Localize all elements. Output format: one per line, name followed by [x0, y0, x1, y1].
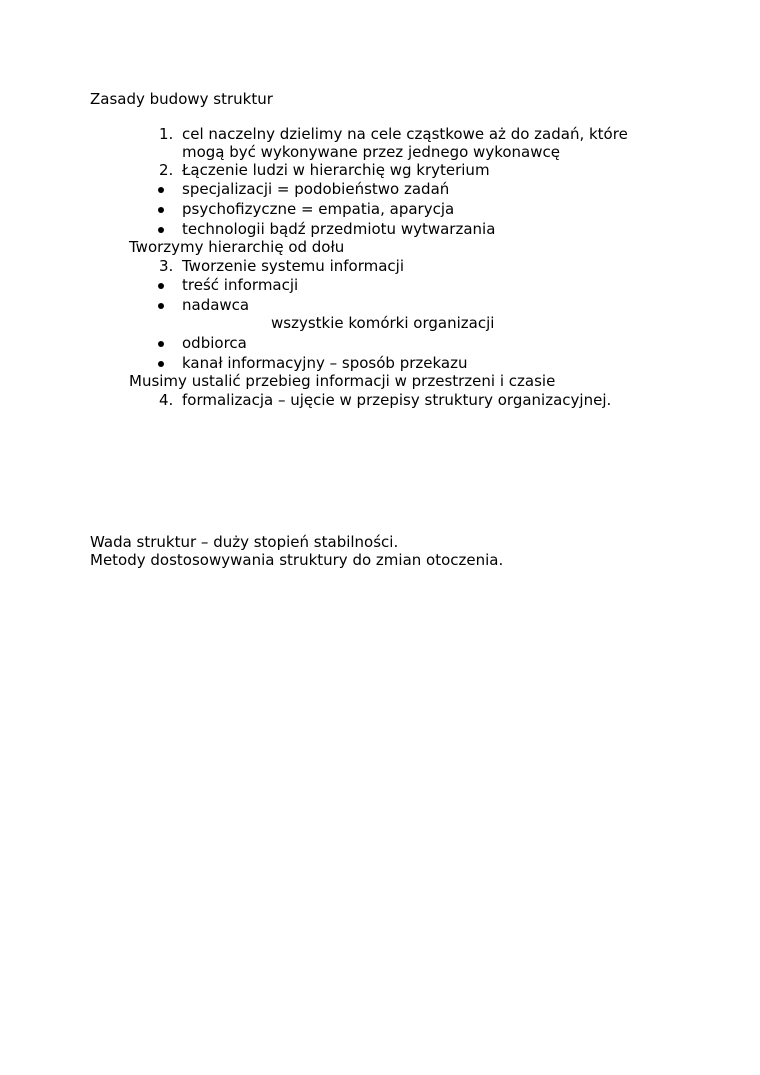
list-number-1: 1.	[159, 125, 174, 143]
bullet-icon	[158, 207, 164, 213]
bullet-item-kanal: kanał informacyjny – sposób przekazu	[182, 354, 468, 372]
note-hierarchy: Tworzymy hierarchię od dołu	[129, 238, 345, 256]
list-item-1-line-1: cel naczelny dzielimy na cele cząstkowe aż do zadań, które	[182, 125, 628, 143]
bullet-icon	[158, 283, 164, 289]
list-item-1-line-2: mogą być wykonywane przez jednego wykonawcę	[182, 143, 560, 161]
footer-line-1: Wada struktur – duży stopień stabilności.	[90, 533, 399, 551]
bullet-item-technologii: technologii bądź przedmiotu wytwarzania	[182, 220, 496, 238]
bullet-icon	[158, 341, 164, 347]
bullet-icon	[158, 187, 164, 193]
list-number-3: 3.	[159, 257, 174, 275]
note-all-units: wszystkie komórki organizacji	[271, 314, 495, 332]
bullet-item-odbiorca: odbiorca	[182, 334, 247, 352]
list-item-3: Tworzenie systemu informacji	[182, 257, 404, 275]
note-information-flow: Musimy ustalić przebieg informacji w przestrzeni i czasie	[129, 372, 556, 390]
document-heading: Zasady budowy struktur	[90, 90, 273, 108]
bullet-icon	[158, 361, 164, 367]
bullet-item-nadawca: nadawca	[182, 296, 250, 314]
list-number-4: 4.	[159, 391, 174, 409]
bullet-item-specjalizacji: specjalizacji = podobieństwo zadań	[182, 180, 450, 198]
list-item-2: Łączenie ludzi w hierarchię wg kryterium	[182, 161, 490, 179]
bullet-item-psychofizyczne: psychofizyczne = empatia, aparycja	[182, 200, 455, 218]
bullet-item-tresc: treść informacji	[182, 276, 299, 294]
list-number-2: 2.	[159, 161, 174, 179]
bullet-icon	[158, 227, 164, 233]
bullet-icon	[158, 303, 164, 309]
list-item-4: formalizacja – ujęcie w przepisy struktury organizacyjnej.	[182, 391, 612, 409]
footer-line-2: Metody dostosowywania struktury do zmian otoczenia.	[90, 551, 504, 569]
